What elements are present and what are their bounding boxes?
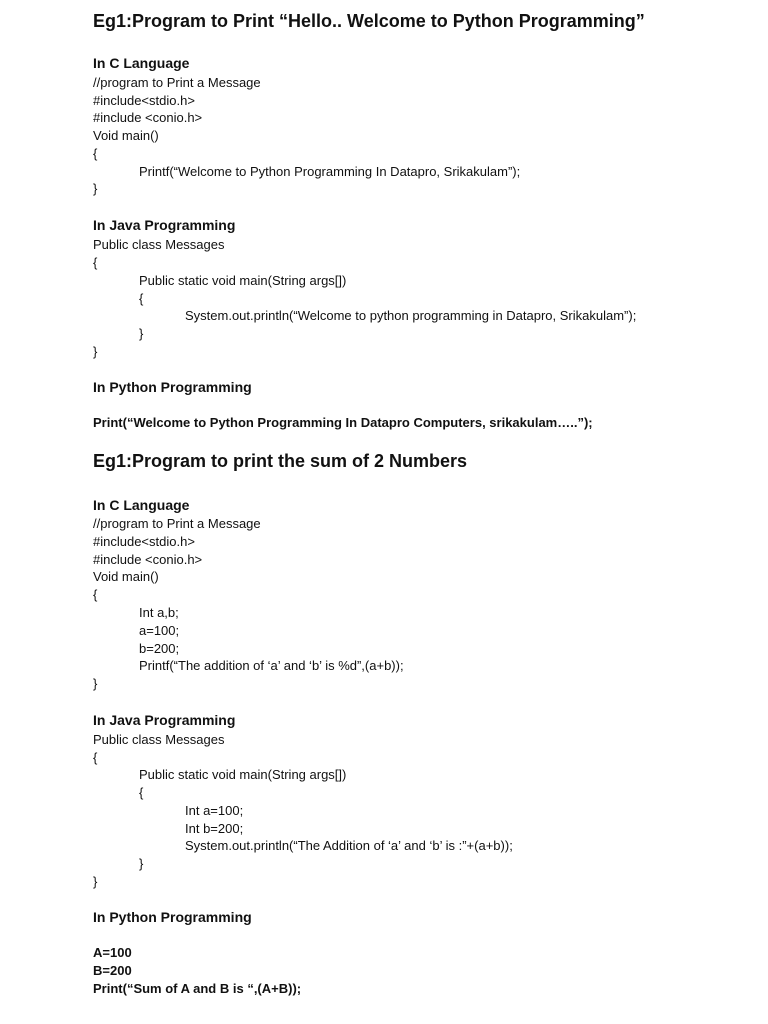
code-line: }: [93, 874, 98, 889]
code-line: Int a,b;: [139, 605, 179, 620]
code-line: }: [93, 676, 98, 691]
code-line: #include <conio.h>: [93, 110, 203, 125]
code-line: System.out.println(“Welcome to python programming in Datapro, Srikakulam”);: [185, 308, 637, 323]
code-line: Public class Messages: [93, 237, 225, 252]
code-line: {: [93, 146, 98, 161]
code-line: Print(“Welcome to Python Programming In Datapro Computers, srikakulam…..”);: [93, 415, 593, 430]
code-line: #include<stdio.h>: [93, 93, 195, 108]
code-line: //program to Print a Message: [93, 75, 261, 90]
code-line: {: [93, 587, 98, 602]
section1-title: Eg1:Program to Print “Hello.. Welcome to Python Programming”: [93, 11, 645, 31]
code-line: Int a=100;: [185, 803, 244, 818]
section1-java-heading: In Java Programming: [93, 217, 236, 233]
section2-c-heading: In C Language: [93, 497, 190, 513]
code-line: Void main(): [93, 569, 159, 584]
code-line: Public class Messages: [93, 732, 225, 747]
section1-python-heading: In Python Programming: [93, 379, 252, 395]
code-line: Int b=200;: [185, 821, 244, 836]
code-line: {: [139, 291, 144, 306]
code-line: Printf(“Welcome to Python Programming In Datapro, Srikakulam”);: [139, 164, 521, 179]
section1-c-heading: In C Language: [93, 55, 190, 71]
section2-title: Eg1:Program to print the sum of 2 Numbers: [93, 451, 468, 471]
section2-java-heading: In Java Programming: [93, 712, 236, 728]
code-line: System.out.println(“The Addition of ‘a’ and ‘b’ is :”+(a+b));: [185, 838, 513, 853]
code-line: Print(“Sum of A and B is “,(A+B));: [93, 981, 302, 996]
code-line: Void main(): [93, 128, 159, 143]
code-line: //program to Print a Message: [93, 516, 261, 531]
code-line: }: [93, 181, 98, 196]
section2-python-heading: In Python Programming: [93, 909, 252, 925]
code-line: b=200;: [139, 641, 180, 656]
code-line: {: [93, 255, 98, 270]
code-line: Public static void main(String args[]): [139, 273, 347, 288]
code-line: }: [139, 326, 144, 341]
code-line: B=200: [93, 963, 132, 978]
code-line: Printf(“The addition of ‘a’ and ‘b’ is %d”,(a+b));: [139, 658, 404, 673]
code-line: #include <conio.h>: [93, 552, 203, 567]
code-line: {: [93, 750, 98, 765]
code-line: Public static void main(String args[]): [139, 767, 347, 782]
code-line: a=100;: [139, 623, 180, 638]
code-line: }: [93, 344, 98, 359]
code-line: }: [139, 856, 144, 871]
code-line: #include<stdio.h>: [93, 534, 195, 549]
code-line: A=100: [93, 945, 132, 960]
code-line: {: [139, 785, 144, 800]
